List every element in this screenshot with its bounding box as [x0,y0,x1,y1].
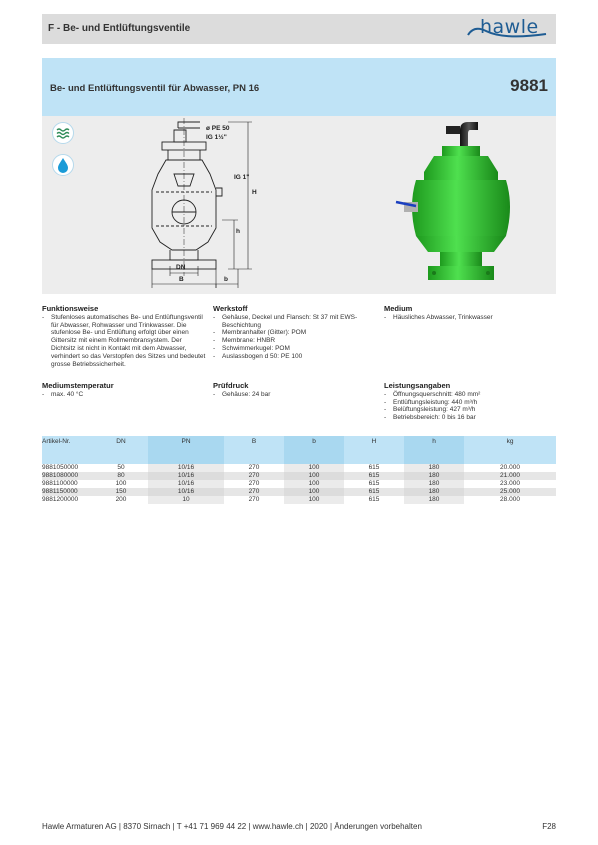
table-row [42,488,556,496]
table-row [42,472,556,480]
col-header: H [344,436,404,464]
mediumtemperatur-item: - max. 40 °C [42,391,208,399]
col-header: kg [464,436,556,464]
col-header: PN [148,436,224,464]
section-pruefdruck [213,382,379,399]
dim-h: h [236,228,240,235]
table-cell: 9881050000 [42,464,79,471]
col-header: h [404,436,464,464]
funktionsweise-title: Funktionsweise [42,304,99,313]
technical-drawing [122,116,372,294]
table-cell: 615 [368,496,380,503]
table-cell: 100 [284,480,344,488]
section-funktionsweise [42,305,208,368]
table-cell: 270 [248,480,260,487]
table-cell: 615 [344,472,404,480]
table-cell: 180 [404,480,464,488]
table-cell: 80 [94,472,148,480]
table-cell: 200 [115,496,127,503]
table-cell: 20.000 [500,464,520,471]
label-ig-side: IG 1" [234,174,250,181]
table-cell: 270 [248,464,260,471]
table-cell: 100 [284,472,344,480]
leistungsangaben-item: - Öffnungsquerschnitt: 480 mm² [384,391,554,399]
table-cell: 180 [404,464,464,472]
dim-b: b [224,276,228,283]
table-cell: 180 [404,472,464,480]
logo-text: hawle [480,16,539,38]
table-row [42,480,556,488]
table-cell: 10 [148,496,224,504]
table-cell: 270 [224,472,284,480]
table-cell: 100 [284,488,344,496]
table-header-row [42,436,556,464]
table-cell: 28.000 [500,496,520,503]
hawle-logo [464,16,550,42]
label-pe: ø PE 50 [206,125,230,132]
section-medium [384,305,554,322]
page-number: F28 [542,822,556,831]
valve-drawing [122,116,372,294]
werkstoff-item: - Membranhalter (Gitter): POM [213,329,379,337]
product-number: 9881 [510,76,548,95]
werkstoff-item: - Schwimmerkugel: POM [213,345,379,353]
werkstoff-item: - Membrane: HNBR [213,337,379,345]
table-cell: 23.000 [500,480,520,487]
dim-B: B [179,276,184,283]
table-cell: 270 [224,488,284,496]
top-bar [42,14,556,44]
section-leistungsangaben [384,382,554,422]
table-cell: 10/16 [148,472,224,480]
table-cell: 100 [284,464,344,472]
medium-item: - Häusliches Abwasser, Trinkwasser [384,314,554,322]
mediumtemperatur-title: Mediumstemperatur [42,381,114,390]
leistungsangaben-item: - Belüftungsleistung: 427 m³/h [384,406,554,414]
dim-DN: DN [176,264,186,271]
table-cell: 615 [368,480,380,487]
table-cell: 9881100000 [42,480,78,487]
image-area [42,116,556,294]
table-cell: 9881080000 [42,472,94,480]
table-cell: 100 [284,496,344,504]
werkstoff-title: Werkstoff [213,304,248,313]
section-title: F - Be- und Entlüftungsventile [48,23,191,34]
werkstoff-item: - Auslassbogen d 50: PE 100 [213,353,379,361]
table-cell: 50 [117,464,125,471]
table-cell: 9881150000 [42,488,94,496]
table-cell: 615 [368,464,380,471]
section-mediumtemperatur [42,382,208,399]
medium-title: Medium [384,304,413,313]
table-cell: 100 [115,480,127,487]
water-waves-icon [52,122,74,144]
table-cell: 270 [248,496,260,503]
table-cell: 150 [94,488,148,496]
table-cell: 21.000 [464,472,556,480]
table-cell: 10/16 [148,488,224,496]
pruefdruck-title: Prüfdruck [213,381,249,390]
funktionsweise-item: - Stufenloses automatisches Be- und Entlüftungsventil für Abwasser, Rohwasser und Trinkwasser. Die stufenlose Be- und Entlüftung erfolgt über einen Gittersitz mit einem Rollmembransystem. Der Dichtsitz ist nicht in Kontakt mit dem Abwasser, verhindert so das Verstopfen des Sitzes und bedeutet grosse Betriebssicherheit. [42,314,208,369]
col-header: Artikel-Nr. [42,436,94,464]
table-row [42,464,556,472]
table-cell: 180 [404,496,464,504]
label-ig-top: IG 1½" [206,134,227,141]
werkstoff-item: - Gehäuse, Deckel und Flansch: St 37 mit EWS-Beschichtung [213,314,379,330]
pruefdruck-item: - Gehäuse: 24 bar [213,391,379,399]
table-cell: 615 [344,488,404,496]
leistungsangaben-title: Leistungsangaben [384,381,451,390]
table-row [42,496,556,504]
spec-table [42,436,556,504]
leistungsangaben-item: - Betriebsbereich: 0 bis 16 bar [384,414,554,422]
table-cell: 10/16 [148,480,224,488]
table-cell: 25.000 [464,488,556,496]
table-cell: 180 [404,488,464,496]
col-header: B [224,436,284,464]
product-photo [394,116,524,294]
section-werkstoff [213,305,379,361]
dim-H: H [252,189,257,196]
product-title: Be- und Entlüftungsventil für Abwasser, PN 16 [50,83,260,94]
table-cell: 9881200000 [42,496,79,503]
leistungsangaben-item: - Entlüftungsleistung: 440 m³/h [384,399,554,407]
col-header: b [284,436,344,464]
product-header [42,58,556,116]
footer-company-info: Hawle Armaturen AG | 8370 Sirnach | T +41 71 969 44 22 | www.hawle.ch | 2020 | Änderungen vorbehalten [42,822,422,831]
table-cell: 10/16 [148,464,224,472]
water-drop-icon [52,154,74,176]
col-header: DN [94,436,148,464]
